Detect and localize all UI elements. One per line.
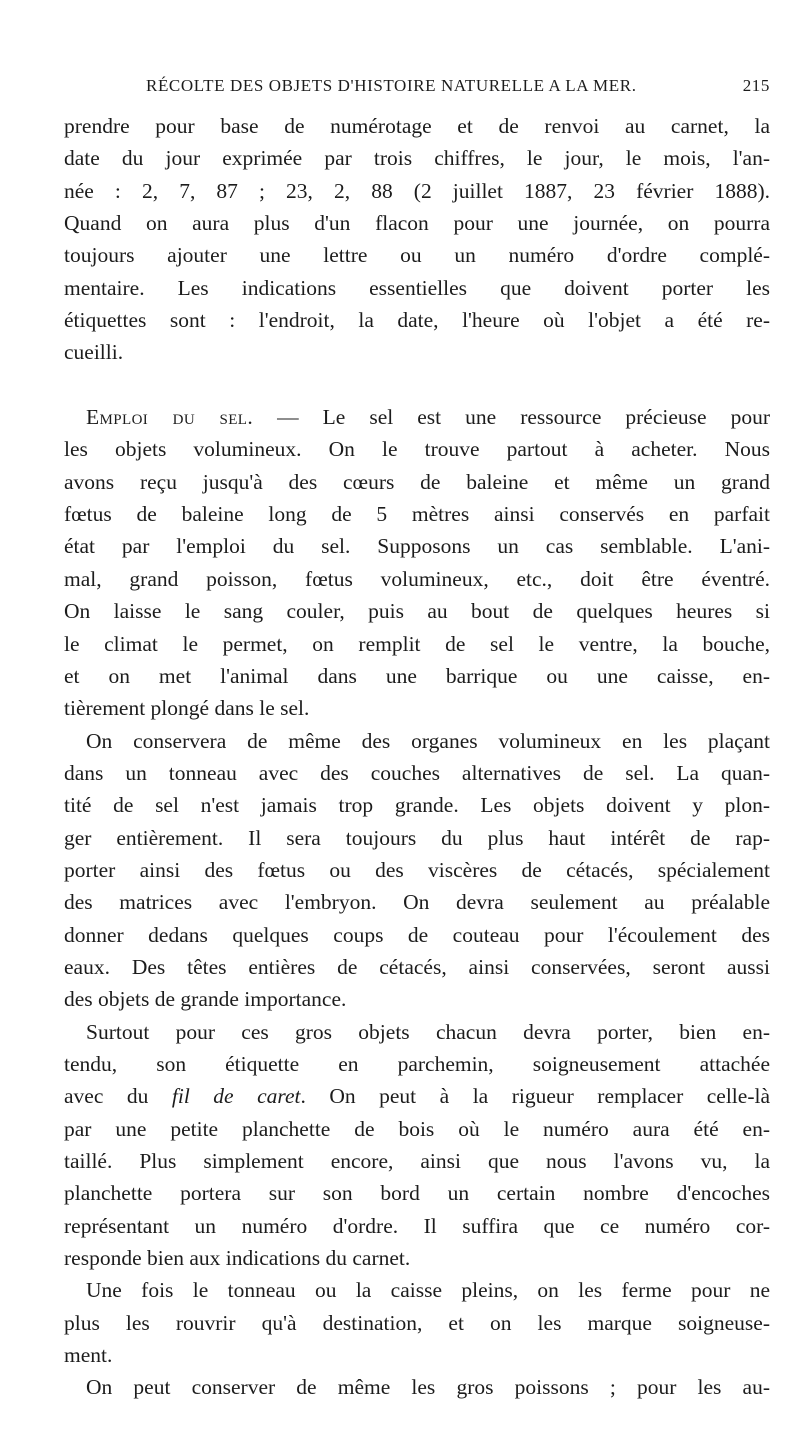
text-line: Quand on aura plus d'un flacon pour une journée, on pourra [64, 211, 770, 236]
text-line: On laisse le sang couler, puis au bout de quelques heures si [64, 599, 770, 624]
text-line: On conservera de même des organes volumineux en les plaçant [86, 728, 770, 753]
text-line: eaux. Des têtes entières de cétacés, ainsi conservées, seront aussi [64, 954, 770, 979]
text-line: les objets volumineux. On le trouve partout à acheter. Nous [64, 437, 770, 462]
text-line: Surtout pour ces gros objets chacun devra porter, bien en- [86, 1019, 770, 1044]
text-line: née : 2, 7, 87 ; 23, 2, 88 (2 juillet 1887, 23 février 1888). [64, 178, 770, 203]
text-line: plus les rouvrir qu'à destination, et on les marque soigneuse- [64, 1310, 770, 1335]
section-first-line [64, 401, 770, 433]
text-line: planchette portera sur son bord un certain nombre d'encoches [64, 1181, 770, 1206]
text-line: prendre pour base de numérotage et de renvoi au carnet, la [64, 114, 770, 138]
text-line: tièrement plongé dans le sel. [64, 696, 310, 721]
text-line: avons reçu jusqu'à des cœurs de baleine et même un grand [64, 469, 770, 494]
text-line: taillé. Plus simplement encore, ainsi que nous l'avons vu, la [64, 1149, 770, 1173]
text-line: état par l'emploi du sel. Supposons un cas semblable. L'ani- [64, 534, 770, 559]
text-line: fœtus de baleine long de 5 mètres ainsi conservés en parfait [64, 502, 770, 527]
text-line: donner dedans quelques coups de couteau pour l'écoulement des [64, 922, 770, 947]
text-line: dans un tonneau avec des couches alternatives de sel. La quan- [64, 760, 770, 785]
section-gap [64, 369, 770, 401]
text-line: étiquettes sont : l'endroit, la date, l'heure où l'objet a été re- [64, 308, 770, 333]
text-line-with-italic [64, 1080, 770, 1112]
text-fragment: avec du [64, 1084, 172, 1109]
running-head [64, 76, 770, 102]
text-line: ger entièrement. Il sera toujours du plus haut intérêt de rap- [64, 825, 770, 850]
text-line: cueilli. [64, 340, 124, 365]
text-line: toujours ajouter une lettre ou un numéro d'ordre complé- [64, 243, 770, 268]
text-fragment: — Le sel est une ressource précieuse pour [253, 405, 770, 430]
text-fragment: . On peut à la rigueur remplacer celle-là [300, 1084, 770, 1109]
text-line: tendu, son étiquette en parchemin, soigneusement attachée [64, 1051, 770, 1076]
text-line: mal, grand poisson, fœtus volumineux, etc., doit être éventré. [64, 566, 770, 591]
text-line: par une petite planchette de bois où le numéro aura été en- [64, 1116, 770, 1141]
body-text [64, 110, 770, 1404]
text-line: représentant un numéro d'ordre. Il suffira que ce numéro cor- [64, 1213, 770, 1238]
page-number: 215 [742, 76, 770, 95]
italic-term: fil de caret [171, 1084, 301, 1109]
text-line: ment. [64, 1343, 113, 1368]
text-line: responde bien aux indications du carnet. [64, 1246, 411, 1271]
text-line: tité de sel n'est jamais trop grande. Les objets doivent y plon- [64, 793, 770, 818]
text-line: date du jour exprimée par trois chiffres, le jour, le mois, l'an- [64, 146, 770, 171]
running-title: RÉCOLTE DES OBJETS D'HISTOIRE NATURELLE A LA MER. [146, 76, 637, 95]
text-line: mentaire. Les indications essentielles que doivent porter les [64, 275, 770, 300]
text-line: porter ainsi des fœtus ou des viscères de cétacés, spécialement [64, 857, 770, 882]
text-line: Une fois le tonneau ou la caisse pleins, on les ferme pour ne [86, 1278, 770, 1303]
section-heading: Emploi du sel. [86, 405, 254, 430]
text-line: des matrices avec l'embryon. On devra seulement au préalable [64, 890, 770, 915]
text-line: des objets de grande importance. [64, 987, 347, 1012]
text-line: On peut conserver de même les gros poissons ; pour les au- [86, 1375, 770, 1400]
text-line: le climat le permet, on remplit de sel le ventre, la bouche, [64, 631, 770, 656]
text-line: et on met l'animal dans une barrique ou une caisse, en- [64, 663, 770, 688]
